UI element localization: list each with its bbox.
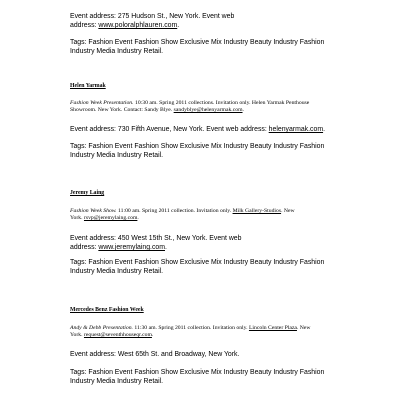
event-venue-link[interactable]: Milk Gallery-Studios <box>232 208 282 214</box>
event-tags-line: Industry Media Industry Retail. <box>70 268 164 275</box>
event-tags-line: Tags: Fashion Event Fashion Show Exclusive Mix Industry Beauty Industry Fashion <box>70 39 325 46</box>
event-type: Fashion Week Presentation. <box>70 100 134 106</box>
event-tags-line: Tags: Fashion Event Fashion Show Exclusive Mix Industry Beauty Industry Fashion <box>70 143 325 150</box>
event-contact: York. <box>70 215 84 222</box>
event-tags-line: Industry Media Industry Retail. <box>70 48 164 55</box>
event-address-line <box>70 243 350 252</box>
event-tags-line: Tags: Fashion Event Fashion Show Exclusive Mix Industry Beauty Industry Fashion <box>70 369 325 376</box>
contact-email-link[interactable]: rsvp@jeremylaing.com <box>83 215 138 222</box>
event-address-suffix: . <box>323 126 325 133</box>
event-tags <box>70 368 350 386</box>
event-web-link[interactable]: www.jeremylaing.com <box>98 244 165 251</box>
event-tags-line: Tags: Fashion Event Fashion Show Exclusive Mix Industry Beauty Industry Fashion <box>70 259 325 266</box>
event-address-suffix: . <box>164 244 167 251</box>
event-description-line <box>70 107 350 114</box>
event-address <box>70 234 350 252</box>
event-tags <box>70 38 350 56</box>
event-address-suffix: . <box>177 22 180 29</box>
event-tags <box>70 142 350 160</box>
event-description-line <box>70 215 350 222</box>
event-description-line <box>70 332 350 339</box>
event-web-link[interactable]: helenyarmak.com <box>268 126 324 133</box>
event-tags <box>70 258 350 276</box>
event-address-line: Event address: 275 Hudson St., New York. Event web <box>70 13 235 20</box>
event-details-tail: . New <box>296 325 311 331</box>
event-details-tail: . New <box>281 208 295 214</box>
event-description-suffix: . <box>151 332 154 339</box>
event-description-line <box>70 208 350 215</box>
event-address <box>70 12 350 30</box>
event-heading[interactable]: Helen Yarmak <box>70 83 106 89</box>
event-description <box>70 100 350 115</box>
event-description-suffix: . <box>137 215 139 222</box>
contact-email-link[interactable]: request@seventhhouseqr.com <box>83 332 152 339</box>
event-description <box>70 208 350 223</box>
contact-email-link[interactable]: sandyblye@helenyarmak.com <box>173 107 243 114</box>
event-details: 11:00 am. Spring 2011 collection. Invitation only. <box>116 208 233 214</box>
event-address: Event address: West 65th St. and Broadway, New York. <box>70 351 240 358</box>
event-address-prefix: address: <box>70 244 99 251</box>
event-tags-line: Industry Media Industry Retail. <box>70 152 164 159</box>
event-contact: York. <box>70 332 84 339</box>
event-address-prefix: Event address: 730 Fifth Avenue, New York. Event web address: <box>70 126 269 133</box>
event-web-link[interactable]: www.poloralphlauren.com <box>98 22 178 29</box>
event-address-line <box>70 21 350 30</box>
event-heading[interactable]: Mercedes Benz Fashion Week <box>70 307 144 313</box>
event-address-prefix: address: <box>70 22 99 29</box>
event-description-line <box>70 100 350 107</box>
event-details: 10:30 am. Spring 2011 collections. Invitation only. Helen Yarmak Penthouse <box>133 100 310 106</box>
event-tags-line: Industry Media Industry Retail. <box>70 378 164 385</box>
event-address <box>70 125 350 134</box>
event-description-suffix: . <box>242 107 244 114</box>
event-venue-link[interactable]: Lincoln Center Plaza <box>248 325 297 331</box>
event-type: Fashion Week Show. <box>70 208 117 214</box>
event-address-line: Event address: 450 West 15th St., New York. Event web <box>70 235 242 242</box>
event-details: 11:30 am. Spring 2011 collection. Invitation only. <box>132 325 249 331</box>
event-description <box>70 325 350 340</box>
event-contact: Showroom. New York. Contact: Sandy Blye. <box>70 107 174 114</box>
event-description-line <box>70 325 350 332</box>
event-heading[interactable]: Jeremy Laing <box>70 190 105 196</box>
event-type: Andy & Debb Presentation. <box>70 325 133 331</box>
